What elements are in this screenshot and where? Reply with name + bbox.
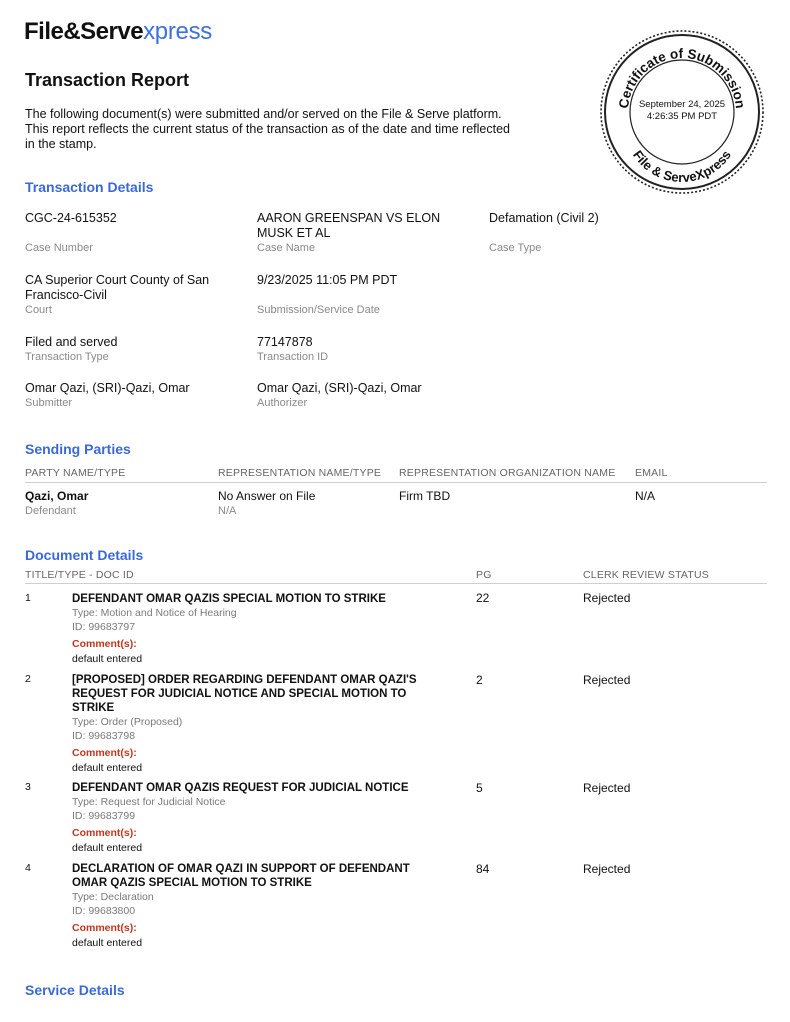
doc-status: Rejected [583, 591, 631, 605]
court-label: Court [25, 304, 52, 316]
rep-type: N/A [218, 505, 237, 517]
logo-accent-text: xpress [143, 18, 212, 45]
transaction-id-value: 77147878 [257, 335, 313, 349]
service-details-heading: Service Details [25, 982, 125, 998]
doc-title-line: STRIKE [72, 702, 115, 714]
party-type: Defendant [25, 505, 76, 517]
col-rep-org: REPRESENTATION ORGANIZATION NAME [399, 467, 616, 479]
submitter-value: Omar Qazi, (SRI)-Qazi, Omar [25, 381, 190, 395]
rep-org: Firm TBD [399, 489, 451, 503]
doc-id: ID: 99683797 [72, 621, 136, 633]
transaction-details-heading: Transaction Details [25, 179, 154, 195]
col-email: EMAIL [635, 467, 668, 479]
authorizer-value: Omar Qazi, (SRI)-Qazi, Omar [257, 381, 422, 395]
comment-label: Comment(s): [72, 747, 137, 759]
doc-pages: 84 [476, 862, 490, 876]
col-rep-name: REPRESENTATION NAME/TYPE [218, 467, 382, 479]
doc-title-line: REQUEST FOR JUDICIAL NOTICE AND SPECIAL MOTION TO [72, 688, 407, 700]
doc-title-line: OMAR QAZIS SPECIAL MOTION TO STRIKE [72, 877, 312, 889]
party-name: Qazi, Omar [25, 489, 89, 503]
case-name-line2: MUSK ET AL [257, 226, 331, 240]
comment-value: default entered [72, 842, 143, 854]
doc-type: Type: Order (Proposed) [72, 716, 183, 728]
transaction-id-label: Transaction ID [257, 351, 329, 363]
doc-type: Type: Motion and Notice of Hearing [72, 607, 237, 619]
doc-id: ID: 99683800 [72, 905, 136, 917]
intro-text: The following document(s) were submitted and/or served on the File & Serve platform. This report reflects the current status of the transaction as of the date and time reflected in the stamp. [25, 107, 510, 151]
doc-id: ID: 99683799 [72, 810, 136, 822]
case-type-label: Case Type [489, 242, 542, 254]
court-line1: CA Superior Court County of San [25, 273, 210, 287]
submission-date-label: Submission/Service Date [257, 304, 380, 316]
document-row [72, 592, 452, 665]
doc-number: 1 [25, 592, 31, 604]
doc-pages: 22 [476, 591, 490, 605]
stamp-time: 4:26:35 PM PDT [646, 111, 718, 122]
col-clerk-status: CLERK REVIEW STATUS [583, 569, 709, 581]
divider [25, 482, 767, 483]
doc-title-line: DECLARATION OF OMAR QAZI IN SUPPORT OF DEFENDANT [72, 863, 410, 875]
file-serve-xpress-logo [24, 18, 212, 46]
court-line2: Francisco-Civil [25, 288, 107, 302]
submitter-label: Submitter [25, 397, 73, 409]
doc-pages: 2 [476, 673, 483, 687]
doc-title: DEFENDANT OMAR QAZIS REQUEST FOR JUDICIAL NOTICE [72, 782, 409, 794]
stamp-top-text: Certificate of Submission [616, 45, 748, 110]
col-title-type: TITLE/TYPE - DOC ID [25, 569, 134, 581]
page-title: Transaction Report [25, 70, 190, 90]
doc-status: Rejected [583, 673, 631, 687]
authorizer-label: Authorizer [257, 397, 308, 409]
case-name-label: Case Name [257, 242, 316, 254]
document-row [72, 673, 452, 774]
comment-label: Comment(s): [72, 638, 137, 650]
document-details-heading: Document Details [25, 547, 144, 563]
case-name-line1: AARON GREENSPAN VS ELON [257, 211, 441, 225]
case-type-value: Defamation (Civil 2) [489, 211, 599, 225]
court-value [25, 273, 209, 303]
doc-status: Rejected [583, 781, 631, 795]
doc-number: 2 [25, 673, 31, 685]
sending-parties-heading: Sending Parties [25, 441, 131, 457]
doc-number: 4 [25, 862, 31, 874]
transaction-type-label: Transaction Type [25, 351, 109, 363]
logo-main-text: File&Serve [24, 18, 144, 45]
doc-status: Rejected [583, 862, 631, 876]
doc-type: Type: Request for Judicial Notice [72, 796, 226, 808]
col-party-name: PARTY NAME/TYPE [25, 467, 126, 479]
comment-label: Comment(s): [72, 827, 137, 839]
stamp-date: September 24, 2025 [638, 99, 726, 110]
rep-name: No Answer on File [218, 489, 316, 503]
doc-title-line: [PROPOSED] ORDER REGARDING DEFENDANT OMAR QAZI'S [72, 674, 417, 686]
doc-pages: 5 [476, 781, 483, 795]
doc-type: Type: Declaration [72, 891, 154, 903]
comment-value: default entered [72, 937, 143, 949]
comment-value: default entered [72, 653, 143, 665]
comment-value: default entered [72, 762, 143, 774]
case-number-label: Case Number [25, 242, 93, 254]
doc-title: DEFENDANT OMAR QAZIS SPECIAL MOTION TO STRIKE [72, 593, 386, 605]
doc-id: ID: 99683798 [72, 730, 136, 742]
comment-label: Comment(s): [72, 922, 137, 934]
case-number-value: CGC-24-615352 [25, 211, 117, 225]
transaction-type-value: Filed and served [25, 335, 118, 349]
certificate-stamp [598, 28, 766, 196]
divider [25, 583, 767, 584]
document-row [72, 781, 452, 854]
doc-number: 3 [25, 781, 31, 793]
col-pg: PG [476, 569, 492, 581]
submission-date-value: 9/23/2025 11:05 PM PDT [257, 273, 398, 287]
case-name-value [257, 211, 440, 241]
stamp-bottom-text: File & ServeXpress [630, 147, 734, 186]
document-row [72, 862, 452, 949]
party-email: N/A [635, 489, 656, 503]
